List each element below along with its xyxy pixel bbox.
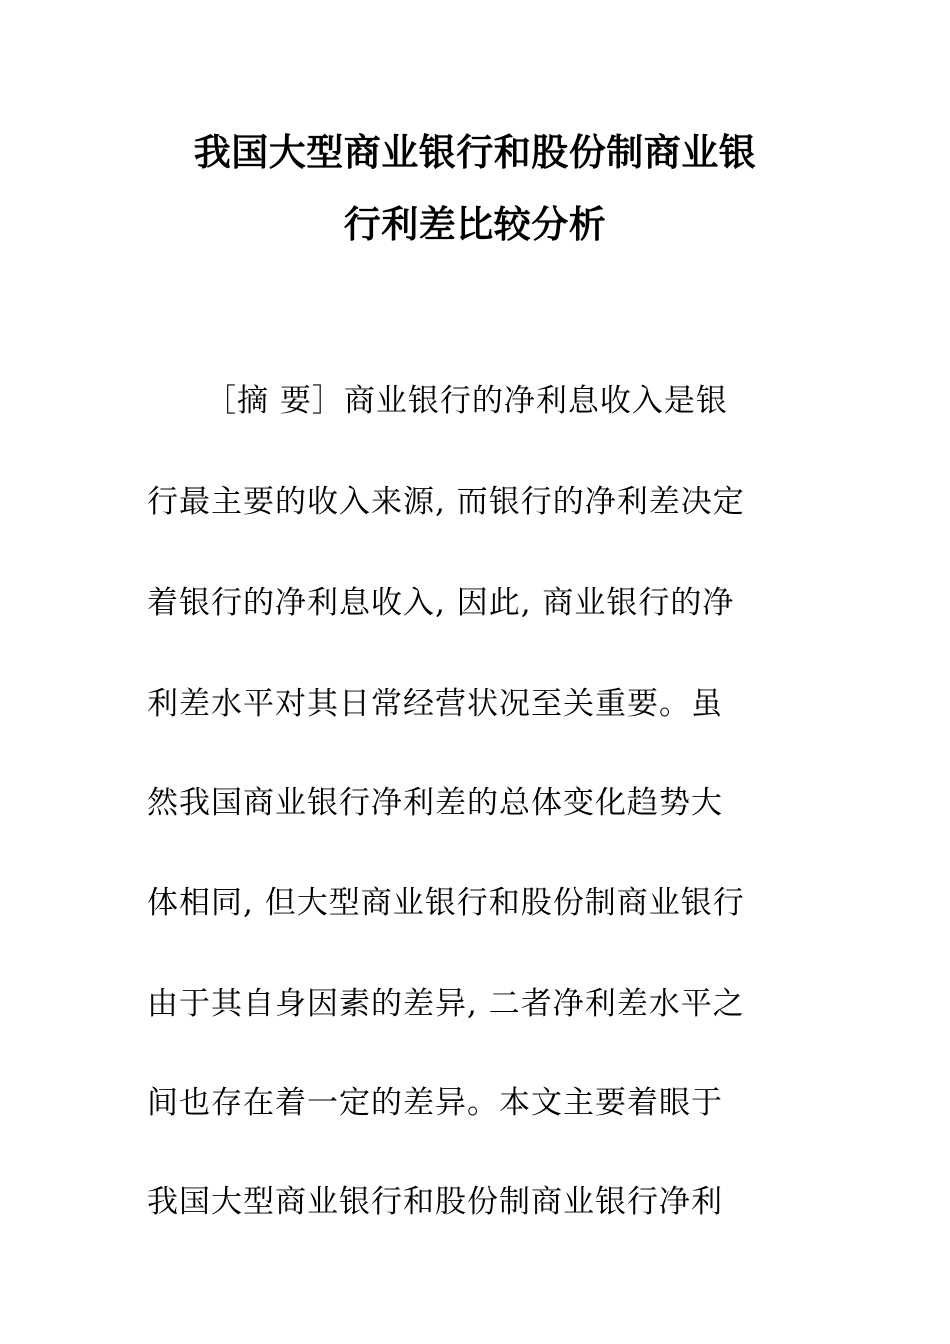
abstract-line-7: 由于其自身因素的差异, 二者净利差水平之 xyxy=(147,986,745,1022)
abstract-line-5: 然我国商业银行净利差的总体变化趋势大 xyxy=(147,785,723,821)
abstract-line-4: 利差水平对其日常经营状况至关重要。虽 xyxy=(147,686,723,722)
abstract-line-8: 间也存在着一定的差异。本文主要着眼于 xyxy=(147,1085,723,1121)
document-title-line-2: 行利差比较分析 xyxy=(343,203,607,246)
abstract-line-6: 体相同, 但大型商业银行和股份制商业银行 xyxy=(147,885,745,921)
abstract-line-9: 我国大型商业银行和股份制商业银行净利 xyxy=(147,1184,723,1220)
abstract-line-3: 着银行的净利息收入, 因此, 商业银行的净 xyxy=(147,585,735,621)
document-title-line-1: 我国大型商业银行和股份制商业银 xyxy=(193,131,757,174)
abstract-line-1: ［摘 要］商业银行的净利息收入是银 xyxy=(205,383,728,419)
abstract-line-2: 行最主要的收入来源, 而银行的净利差决定 xyxy=(147,484,745,520)
